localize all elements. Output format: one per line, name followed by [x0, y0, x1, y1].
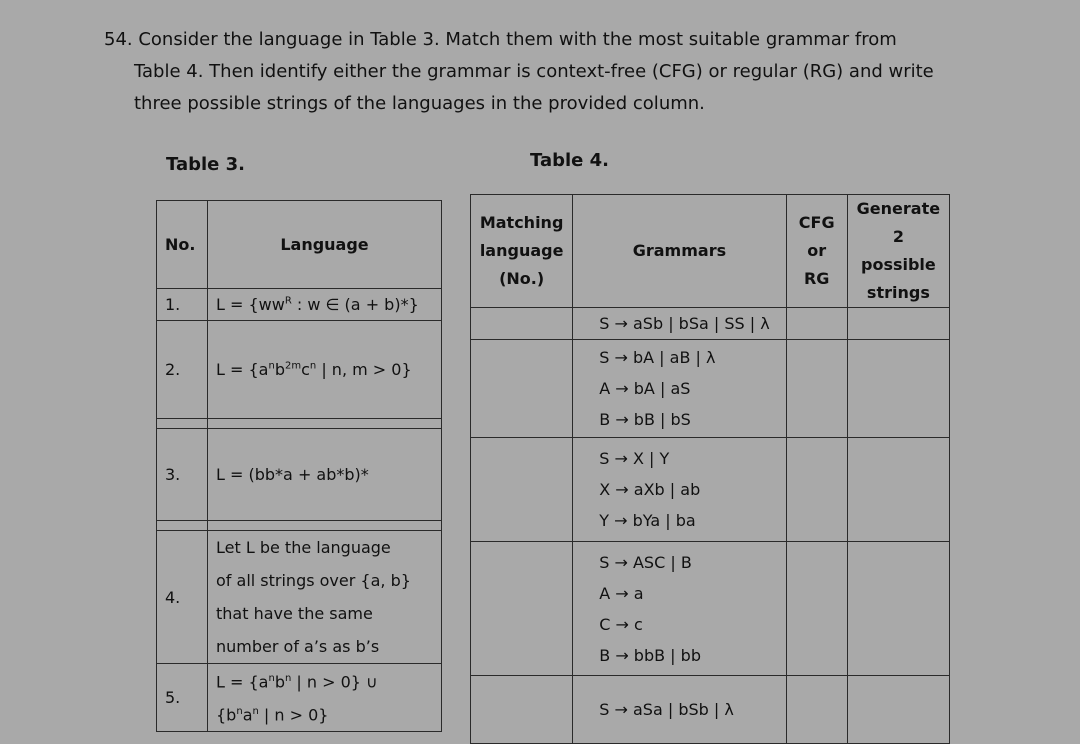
table3-row-language: $L = \{ww^R$ : w ∈ (a + b)*}	[208, 289, 442, 321]
table4-header-grammars: Grammars	[573, 195, 786, 308]
table4-caption: Table 4.	[530, 150, 609, 171]
table3-row-1	[157, 289, 442, 321]
strings-input-cell[interactable]	[847, 542, 949, 676]
table3-row-no: 2.	[157, 321, 208, 419]
table3-header-no: No.	[157, 201, 208, 289]
strings-input-cell[interactable]	[847, 676, 949, 744]
cfg-input-cell[interactable]	[786, 308, 847, 340]
strings-input-cell[interactable]	[847, 308, 949, 340]
matching-input-cell[interactable]	[471, 340, 573, 438]
table4-header-matching: Matching language (No.)	[471, 195, 573, 308]
question-line-3: three possible strings of the languages in the provided column.	[134, 93, 705, 114]
table4-row-5	[471, 676, 950, 744]
table3-row-language: $L = \{a^nb^{2m}c^n$ | n, m > 0}	[208, 321, 442, 419]
table4-header-generate: Generate 2 possible strings	[847, 195, 949, 308]
table3-gap-row	[157, 419, 442, 429]
table3-row-5	[157, 664, 442, 732]
table3-gap-row	[157, 521, 442, 531]
table3-row-no: 4.	[157, 531, 208, 664]
table4-header-row	[471, 195, 950, 308]
table4-row-2	[471, 340, 950, 438]
table3-row-no: 1.	[157, 289, 208, 321]
grammar-cell: S → aSa | bSb | λ	[573, 676, 786, 744]
table3-row-no: 5.	[157, 664, 208, 732]
grammar-cell: S → ASC | B A → a C → c B → bbB | bb	[573, 542, 786, 676]
table3-row-language: L = (bb*a + ab*b)*	[208, 429, 442, 521]
table3-row-no: 3.	[157, 429, 208, 521]
question-text	[104, 24, 1004, 120]
cfg-input-cell[interactable]	[786, 340, 847, 438]
table4-header-cfg: CFG or RG	[786, 195, 847, 308]
matching-input-cell[interactable]	[471, 308, 573, 340]
table3-row-language: Let L be the language of all strings over {a, b} that have the same number of a’s as b’s	[208, 531, 442, 664]
grammar-cell: S → aSb | bSa | SS | λ	[573, 308, 786, 340]
table3-header-language: Language	[208, 201, 442, 289]
table3-row-2	[157, 321, 442, 419]
strings-input-cell[interactable]	[847, 438, 949, 542]
matching-input-cell[interactable]	[471, 676, 573, 744]
grammar-cell: S → X | Y X → aXb | ab Y → bYa | ba	[573, 438, 786, 542]
cfg-input-cell[interactable]	[786, 676, 847, 744]
table3-row-4	[157, 531, 442, 664]
table3-header-row	[157, 201, 442, 289]
table3-row-language: $L = \{a^nb^n$ | n > 0} ∪ {$b^na^n$ | n > 0}	[208, 664, 442, 732]
grammar-cell: S → bA | aB | λ A → bA | aS B → bB | bS	[573, 340, 786, 438]
cfg-input-cell[interactable]	[786, 438, 847, 542]
strings-input-cell[interactable]	[847, 340, 949, 438]
table3-row-3	[157, 429, 442, 521]
matching-input-cell[interactable]	[471, 438, 573, 542]
table3-caption: Table 3.	[166, 154, 245, 175]
matching-input-cell[interactable]	[471, 542, 573, 676]
table4	[470, 194, 950, 744]
table4-row-1	[471, 308, 950, 340]
table4-row-4	[471, 542, 950, 676]
question-line-1: 54. Consider the language in Table 3. Match them with the most suitable grammar from	[104, 29, 897, 50]
table4-row-3	[471, 438, 950, 542]
table3	[156, 200, 442, 732]
cfg-input-cell[interactable]	[786, 542, 847, 676]
question-line-2: Table 4. Then identify either the grammar is context-free (CFG) or regular (RG) and write	[134, 61, 934, 82]
